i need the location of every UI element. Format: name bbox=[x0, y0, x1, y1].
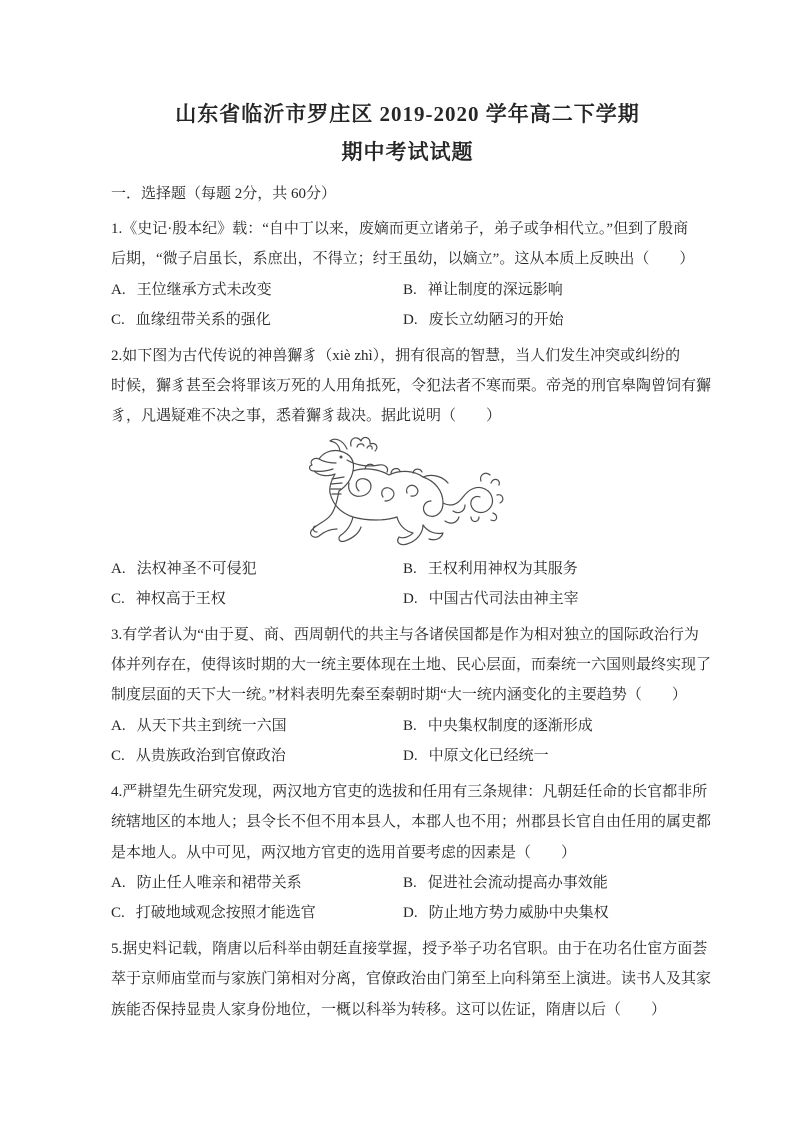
xiezhi-beast-image bbox=[295, 433, 507, 553]
question-4 bbox=[111, 777, 712, 929]
question-stem-line: 3.有学者认为“由于夏、商、西周朝代的共主与各诸侯国都是作为相对独立的国际政治行为 bbox=[111, 626, 699, 643]
option-row bbox=[111, 584, 704, 614]
page-title-line2: 期中考试试题 bbox=[341, 140, 474, 164]
option-text: 禅让制度的深远影响 bbox=[427, 281, 563, 298]
question-stem-line: 1.《史记·殷本纪》载：“自中丁以来，废嫡而更立诸弟子，弟子或争相代立。”但到了殷商 bbox=[111, 221, 689, 237]
option-D bbox=[403, 305, 564, 335]
option-C bbox=[111, 741, 403, 771]
question-stem-line: 2.如下图为古代传说的神兽獬豸（xiè zhì），拥有很高的智慧，当人们发生冲突或纠纷的 bbox=[111, 347, 681, 364]
option-row bbox=[111, 554, 704, 584]
option-D bbox=[403, 898, 609, 928]
question-stem-line: 4.严耕望先生研究发现，两汉地方官吏的选拔和任用有三条规律：凡朝廷任命的长官都非所 bbox=[111, 783, 708, 800]
question-stem-line: 后期，“微子启虽长，系庶出，不得立；纣王虽幼，以嫡立”。这从本质上反映出（ ） bbox=[111, 251, 695, 268]
question-stem-line: 是本地人。从中可见，两汉地方官吏的选用首要考虑的因素是（ ） bbox=[111, 844, 577, 861]
option-text: 王位继承方式未改变 bbox=[136, 281, 272, 298]
option-A bbox=[111, 711, 403, 741]
option-D bbox=[403, 584, 579, 614]
option-text: 中国古代司法由神主宰 bbox=[428, 591, 579, 608]
option-A bbox=[111, 275, 403, 305]
option-text: 从天下共主到统一六国 bbox=[136, 717, 287, 734]
question-stem-line: 统辖地区的本地人；县令长不但不用本县人，本郡人也不用；州郡县长官自由任用的属吏都 bbox=[111, 814, 712, 831]
question-1 bbox=[111, 214, 704, 336]
option-label: A. bbox=[111, 560, 126, 577]
option-label: D. bbox=[403, 905, 418, 922]
option-A bbox=[111, 868, 403, 898]
option-B bbox=[403, 554, 578, 584]
question-stem-line: 萃于京师庙堂而与家族门第相对分离，官僚政治由门第至上向科第至上演进。读书人及其家 bbox=[111, 971, 712, 988]
question-stem-line: 时候，獬豸甚至会将罪该万死的人用角抵死，令犯法者不寒而栗。帝尧的刑官皋陶曾饲有獬 bbox=[111, 378, 712, 395]
option-label: A. bbox=[111, 281, 126, 298]
option-text: 中央集权制度的逐渐形成 bbox=[427, 717, 593, 734]
option-D bbox=[403, 741, 549, 771]
option-label: C. bbox=[111, 748, 125, 765]
option-row bbox=[111, 898, 704, 928]
option-text: 防止任人唯亲和裙带关系 bbox=[136, 874, 302, 891]
option-label: A. bbox=[111, 717, 126, 734]
option-row bbox=[111, 868, 704, 898]
option-label: B. bbox=[403, 560, 417, 577]
option-C bbox=[111, 305, 403, 335]
xiezhi-beast-figure bbox=[111, 432, 704, 554]
option-text: 打破地域观念按照才能选官 bbox=[135, 905, 316, 922]
option-row bbox=[111, 711, 704, 741]
option-text: 血缘纽带关系的强化 bbox=[135, 312, 271, 329]
option-label: C. bbox=[111, 312, 125, 329]
option-text: 中原文化已经统一 bbox=[428, 748, 549, 765]
question-stem-line: 体并列存在，使得该时期的大一统主要体现在土地、民心层面，而秦统一六国则最终实现了 bbox=[111, 657, 712, 674]
option-B bbox=[403, 275, 563, 305]
page-title-line1: 山东省临沂市罗庄区 2019-2020 学年高二下学期 bbox=[175, 102, 640, 126]
option-text: 促进社会流动提高办事效能 bbox=[427, 874, 608, 891]
option-text: 从贵族政治到官僚政治 bbox=[135, 748, 286, 765]
option-label: B. bbox=[403, 874, 417, 891]
question-stem-line: 制度层面的天下大一统。”材料表明先秦至秦朝时期“大一统内涵变化的主要趋势（ ） bbox=[111, 687, 687, 704]
question-3 bbox=[111, 620, 712, 772]
option-A bbox=[111, 554, 403, 584]
question-stem-line: 豸，凡遇疑难不决之事，悉着獬豸裁决。据此说明（ ） bbox=[111, 408, 502, 425]
option-label: C. bbox=[111, 591, 125, 608]
option-row bbox=[111, 305, 704, 335]
option-label: D. bbox=[403, 591, 418, 608]
option-C bbox=[111, 584, 403, 614]
option-text: 神权高于王权 bbox=[135, 591, 226, 608]
option-label: D. bbox=[403, 748, 418, 765]
option-text: 王权利用神权为其服务 bbox=[427, 560, 578, 577]
question-stem-line: 族能否保持显贵人家身份地位，一概以科举为转移。这可以佐证，隋唐以后（ ） bbox=[111, 1001, 667, 1018]
option-text: 废长立幼陋习的开始 bbox=[428, 312, 564, 329]
question-5 bbox=[111, 934, 712, 1025]
option-label: B. bbox=[403, 717, 417, 734]
option-text: 防止地方势力威胁中央集权 bbox=[428, 905, 609, 922]
option-row bbox=[111, 741, 704, 771]
question-stem-line: 5.据史料记载，隋唐以后科举由朝廷直接掌握，授予举子功名官职。由于在功名仕宦方面荟 bbox=[111, 940, 708, 957]
option-C bbox=[111, 898, 403, 928]
option-label: A. bbox=[111, 874, 126, 891]
option-label: D. bbox=[403, 312, 418, 329]
question-2 bbox=[111, 341, 712, 615]
option-B bbox=[403, 711, 593, 741]
option-B bbox=[403, 868, 608, 898]
option-text: 法权神圣不可侵犯 bbox=[136, 560, 257, 577]
section-header: 一．选择题（每题 2分，共 60分） bbox=[111, 186, 337, 202]
option-label: B. bbox=[403, 281, 417, 298]
option-label: C. bbox=[111, 905, 125, 922]
option-row bbox=[111, 275, 704, 305]
